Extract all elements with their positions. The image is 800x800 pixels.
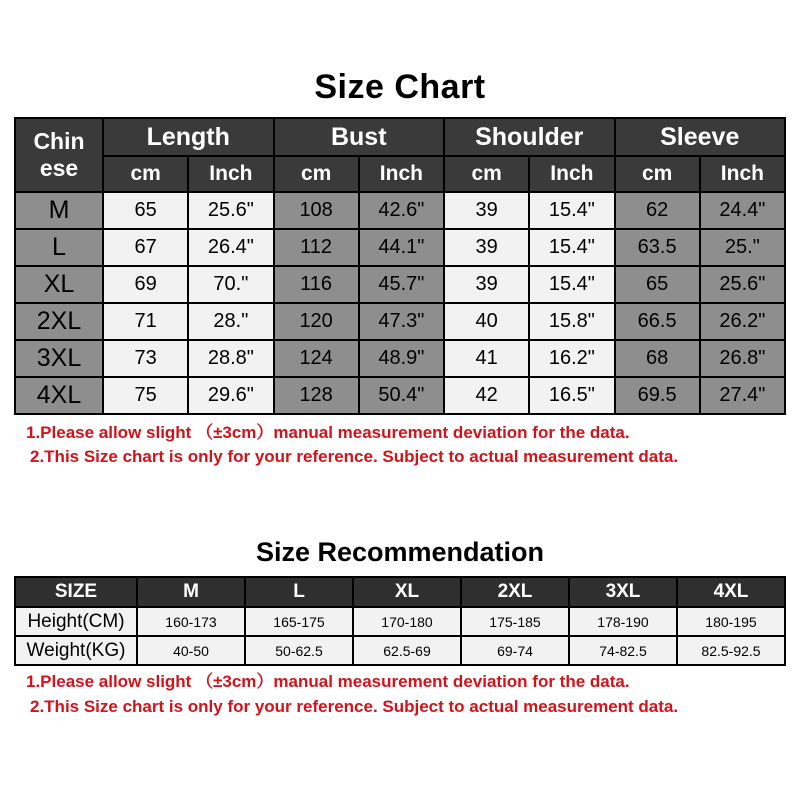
cell-length-cm: 71 xyxy=(103,303,188,340)
cell-shoulder-inch: 15.8" xyxy=(529,303,614,340)
cell-sleeve-cm: 66.5 xyxy=(615,303,700,340)
cell-bust-cm: 124 xyxy=(274,340,359,377)
cell-length-inch: 29.6" xyxy=(188,377,273,414)
cell-bust-cm: 116 xyxy=(274,266,359,303)
cell-sleeve-inch: 25." xyxy=(700,229,785,266)
cell-sleeve-cm: 65 xyxy=(615,266,700,303)
note-line-1: 1.Please allow slight （±3cm）manual measurement deviation for the data. xyxy=(26,672,630,692)
cell-shoulder-cm: 41 xyxy=(444,340,529,377)
size-recommendation-notes xyxy=(14,670,786,719)
cell-shoulder-cm: 39 xyxy=(444,192,529,229)
cell-length-cm: 73 xyxy=(103,340,188,377)
header-group-shoulder: Shoulder xyxy=(444,118,615,156)
rec-cell-xl: 62.5-69 xyxy=(353,636,461,665)
cell-bust-inch: 45.7" xyxy=(359,266,444,303)
cell-shoulder-inch: 15.4" xyxy=(529,266,614,303)
table-header-row xyxy=(15,118,785,156)
header-chinese-line2: ese xyxy=(39,155,79,181)
rec-cell-2xl: 175-185 xyxy=(461,607,569,636)
row-size-label: XL xyxy=(15,266,103,303)
cell-length-cm: 65 xyxy=(103,192,188,229)
rec-header-2xl: 2XL xyxy=(461,577,569,607)
subheader-length-inch: Inch xyxy=(188,156,273,192)
cell-shoulder-cm: 42 xyxy=(444,377,529,414)
cell-sleeve-cm: 68 xyxy=(615,340,700,377)
cell-shoulder-inch: 16.5" xyxy=(529,377,614,414)
size-chart-notes xyxy=(14,421,786,469)
cell-sleeve-cm: 63.5 xyxy=(615,229,700,266)
header-chinese-line1: Chin xyxy=(33,128,85,154)
table-row xyxy=(15,192,785,229)
cell-sleeve-inch: 27.4" xyxy=(700,377,785,414)
cell-bust-inch: 48.9" xyxy=(359,340,444,377)
rec-header-row xyxy=(15,577,785,607)
subheader-bust-cm: cm xyxy=(274,156,359,192)
subheader-length-cm: cm xyxy=(103,156,188,192)
rec-cell-m: 40-50 xyxy=(137,636,245,665)
cell-bust-cm: 108 xyxy=(274,192,359,229)
row-size-label: L xyxy=(15,229,103,266)
size-recommendation-table xyxy=(14,576,786,666)
cell-shoulder-inch: 15.4" xyxy=(529,229,614,266)
cell-length-inch: 25.6" xyxy=(188,192,273,229)
table-row xyxy=(15,340,785,377)
subheader-shoulder-inch: Inch xyxy=(529,156,614,192)
cell-bust-cm: 128 xyxy=(274,377,359,414)
cell-bust-inch: 50.4" xyxy=(359,377,444,414)
cell-bust-cm: 112 xyxy=(274,229,359,266)
cell-length-cm: 69 xyxy=(103,266,188,303)
cell-sleeve-cm: 69.5 xyxy=(615,377,700,414)
rec-header-size: SIZE xyxy=(15,577,137,607)
cell-length-cm: 67 xyxy=(103,229,188,266)
rec-row-label: Height(CM) xyxy=(15,607,137,636)
header-group-length: Length xyxy=(103,118,274,156)
size-recommendation-section xyxy=(0,537,800,719)
rec-cell-l: 165-175 xyxy=(245,607,353,636)
cell-length-inch: 28." xyxy=(188,303,273,340)
cell-sleeve-inch: 24.4" xyxy=(700,192,785,229)
cell-length-inch: 26.4" xyxy=(188,229,273,266)
table-row xyxy=(15,229,785,266)
row-size-label: 4XL xyxy=(15,377,103,414)
rec-cell-3xl: 74-82.5 xyxy=(569,636,677,665)
cell-bust-cm: 120 xyxy=(274,303,359,340)
cell-sleeve-inch: 26.8" xyxy=(700,340,785,377)
cell-length-cm: 75 xyxy=(103,377,188,414)
rec-header-m: M xyxy=(137,577,245,607)
rec-cell-2xl: 69-74 xyxy=(461,636,569,665)
cell-bust-inch: 44.1" xyxy=(359,229,444,266)
header-group-sleeve: Sleeve xyxy=(615,118,786,156)
rec-cell-m: 160-173 xyxy=(137,607,245,636)
rec-cell-l: 50-62.5 xyxy=(245,636,353,665)
cell-length-inch: 28.8" xyxy=(188,340,273,377)
size-chart-title: Size Chart xyxy=(314,68,486,106)
cell-sleeve-cm: 62 xyxy=(615,192,700,229)
rec-cell-3xl: 178-190 xyxy=(569,607,677,636)
rec-header-l: L xyxy=(245,577,353,607)
row-size-label: M xyxy=(15,192,103,229)
cell-shoulder-inch: 16.2" xyxy=(529,340,614,377)
row-size-label: 3XL xyxy=(15,340,103,377)
table-row xyxy=(15,303,785,340)
note-line-1: 1.Please allow slight （±3cm）manual measurement deviation for the data. xyxy=(26,423,630,442)
rec-row-height xyxy=(15,607,785,636)
cell-shoulder-inch: 15.4" xyxy=(529,192,614,229)
table-subheader-row xyxy=(15,156,785,192)
subheader-bust-inch: Inch xyxy=(359,156,444,192)
header-group-bust: Bust xyxy=(274,118,445,156)
table-row xyxy=(15,266,785,303)
subheader-sleeve-cm: cm xyxy=(615,156,700,192)
rec-cell-4xl: 180-195 xyxy=(677,607,785,636)
rec-header-4xl: 4XL xyxy=(677,577,785,607)
rec-cell-4xl: 82.5-92.5 xyxy=(677,636,785,665)
cell-sleeve-inch: 25.6" xyxy=(700,266,785,303)
cell-shoulder-cm: 39 xyxy=(444,229,529,266)
cell-shoulder-cm: 39 xyxy=(444,266,529,303)
table-row xyxy=(15,377,785,414)
cell-bust-inch: 42.6" xyxy=(359,192,444,229)
rec-row-weight xyxy=(15,636,785,665)
cell-length-inch: 70." xyxy=(188,266,273,303)
note-line-2: 2.This Size chart is only for your reference. Subject to actual measurement data. xyxy=(30,447,679,467)
cell-sleeve-inch: 26.2" xyxy=(700,303,785,340)
rec-header-xl: XL xyxy=(353,577,461,607)
note-line-2: 2.This Size chart is only for your reference. Subject to actual measurement data. xyxy=(30,696,679,716)
header-chinese xyxy=(15,118,103,192)
size-recommendation-title: Size Recommendation xyxy=(255,537,545,568)
size-chart-table xyxy=(14,117,786,415)
rec-cell-xl: 170-180 xyxy=(353,607,461,636)
subheader-sleeve-inch: Inch xyxy=(700,156,785,192)
rec-header-3xl: 3XL xyxy=(569,577,677,607)
row-size-label: 2XL xyxy=(15,303,103,340)
subheader-shoulder-cm: cm xyxy=(444,156,529,192)
cell-shoulder-cm: 40 xyxy=(444,303,529,340)
rec-row-label: Weight(KG) xyxy=(15,636,137,665)
cell-bust-inch: 47.3" xyxy=(359,303,444,340)
